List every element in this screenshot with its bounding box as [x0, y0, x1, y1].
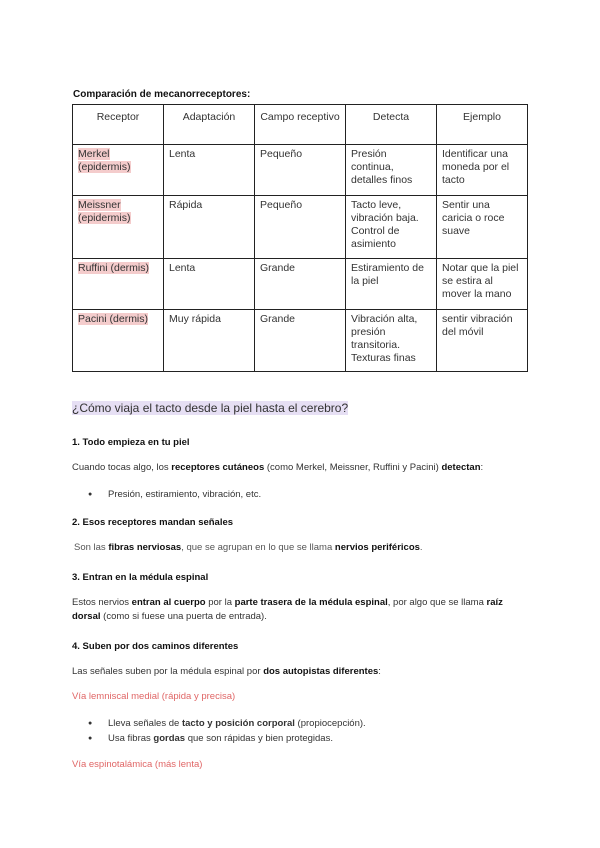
table-cell: Rápida: [164, 196, 255, 259]
table-cell: Muy rápida: [164, 310, 255, 372]
table-cell: Grande: [255, 310, 346, 372]
table-row: [73, 196, 528, 259]
table-cell: Vibración alta, presión transitoria. Texturas finas: [346, 310, 437, 372]
bullet-list-via-lemniscal: [72, 716, 366, 746]
header-detecta: Detecta: [346, 105, 437, 145]
question-highlight: ¿Cómo viaja el tacto desde la piel hasta el cerebro?: [72, 401, 349, 415]
bold-text: detectan: [441, 462, 481, 473]
text: :: [378, 666, 381, 677]
paragraph-step-3: [72, 596, 532, 624]
table-cell: [73, 145, 164, 196]
text: Las señales suben por la médula espinal por: [72, 666, 264, 677]
paragraph-step-4: [72, 665, 532, 679]
text: por la: [205, 597, 235, 608]
table-cell: Lenta: [164, 259, 255, 310]
table-cell: Sentir una caricia o roce suave: [437, 196, 528, 259]
table-cell: Identificar una moneda por el tacto: [437, 145, 528, 196]
text: (propiocepción).: [294, 718, 366, 729]
paragraph-step-1: [72, 461, 532, 475]
table-cell: sentir vibración del móvil: [437, 310, 528, 372]
table-row: [73, 310, 528, 372]
table-header-row: [73, 105, 528, 145]
list-item: [72, 716, 366, 731]
bold-text: entran al cuerpo: [131, 597, 206, 608]
table-cell: Tacto leve, vibración baja. Control de asimiento: [346, 196, 437, 259]
table-title: Comparación de mecanorreceptores:: [73, 89, 251, 100]
text: que son rápidas y bien protegidas.: [185, 733, 333, 744]
header-receptor: Receptor: [73, 105, 164, 145]
text: :: [480, 462, 484, 473]
table-cell: [73, 196, 164, 259]
receptor-name: Meissner (epidermis): [78, 199, 131, 224]
heading-step-4: 4. Suben por dos caminos diferentes: [72, 641, 239, 652]
text: Lleva señales de: [108, 718, 182, 729]
text: (como Merkel, Meissner, Ruffini y Pacini): [264, 462, 442, 473]
text: Son las: [74, 542, 109, 553]
section-question: [72, 401, 348, 415]
bold-text: parte trasera de la médula espinal: [234, 597, 388, 608]
header-adaptacion: Adaptación: [164, 105, 255, 145]
table-cell: Pequeño: [255, 145, 346, 196]
receptor-name: Ruffini (dermis): [78, 262, 149, 274]
header-ejemplo: Ejemplo: [437, 105, 528, 145]
table-row: [73, 145, 528, 196]
bold-text: dos autopistas diferentes: [263, 666, 379, 677]
list-item: ● Presión, estiramiento, vibración, etc.: [72, 487, 261, 502]
table-cell: [73, 259, 164, 310]
table-cell: Pequeño: [255, 196, 346, 259]
text: Estos nervios: [72, 597, 132, 608]
subheading-via-lemniscal: Vía lemniscal medial (rápida y precisa): [72, 691, 236, 702]
table-cell: [73, 310, 164, 372]
table-cell: Estiramiento de la piel: [346, 259, 437, 310]
bold-text: raíz dorsal: [72, 597, 503, 622]
header-campo: Campo receptivo: [255, 105, 346, 145]
bold-text: fibras nerviosas: [108, 542, 182, 553]
heading-step-3: 3. Entran en la médula espinal: [72, 572, 209, 583]
text: Usa fibras: [108, 733, 154, 744]
bold-text: nervios periféricos: [334, 542, 420, 553]
table-cell: Presión continua, detalles finos: [346, 145, 437, 196]
bullet-list-step-1: [72, 487, 261, 502]
text: .: [419, 542, 423, 553]
text: (como si fuese una puerta de entrada).: [100, 611, 267, 622]
table-cell: Grande: [255, 259, 346, 310]
table-cell: Notar que la piel se estira al mover la mano: [437, 259, 528, 310]
bold-text: receptores cutáneos: [171, 462, 265, 473]
bold-text: gordas: [153, 733, 186, 744]
text: Cuando tocas algo, los: [72, 462, 172, 473]
receptor-name: Merkel (epidermis): [78, 148, 131, 173]
text: , que se agrupan en lo que se llama: [181, 542, 335, 553]
bold-text: tacto y posición corporal: [181, 718, 295, 729]
text: , por algo que se llama: [387, 597, 487, 608]
subheading-via-espinotalamica: Vía espinotalámica (más lenta): [72, 759, 203, 770]
heading-step-1: 1. Todo empieza en tu piel: [72, 437, 190, 448]
paragraph-step-2: [74, 541, 534, 555]
receptor-name: Pacini (dermis): [78, 313, 149, 325]
list-item: [72, 731, 366, 746]
table-cell: Lenta: [164, 145, 255, 196]
table-row: [73, 259, 528, 310]
heading-step-2: 2. Esos receptores mandan señales: [72, 517, 234, 528]
mechanoreceptor-table: [72, 104, 528, 372]
